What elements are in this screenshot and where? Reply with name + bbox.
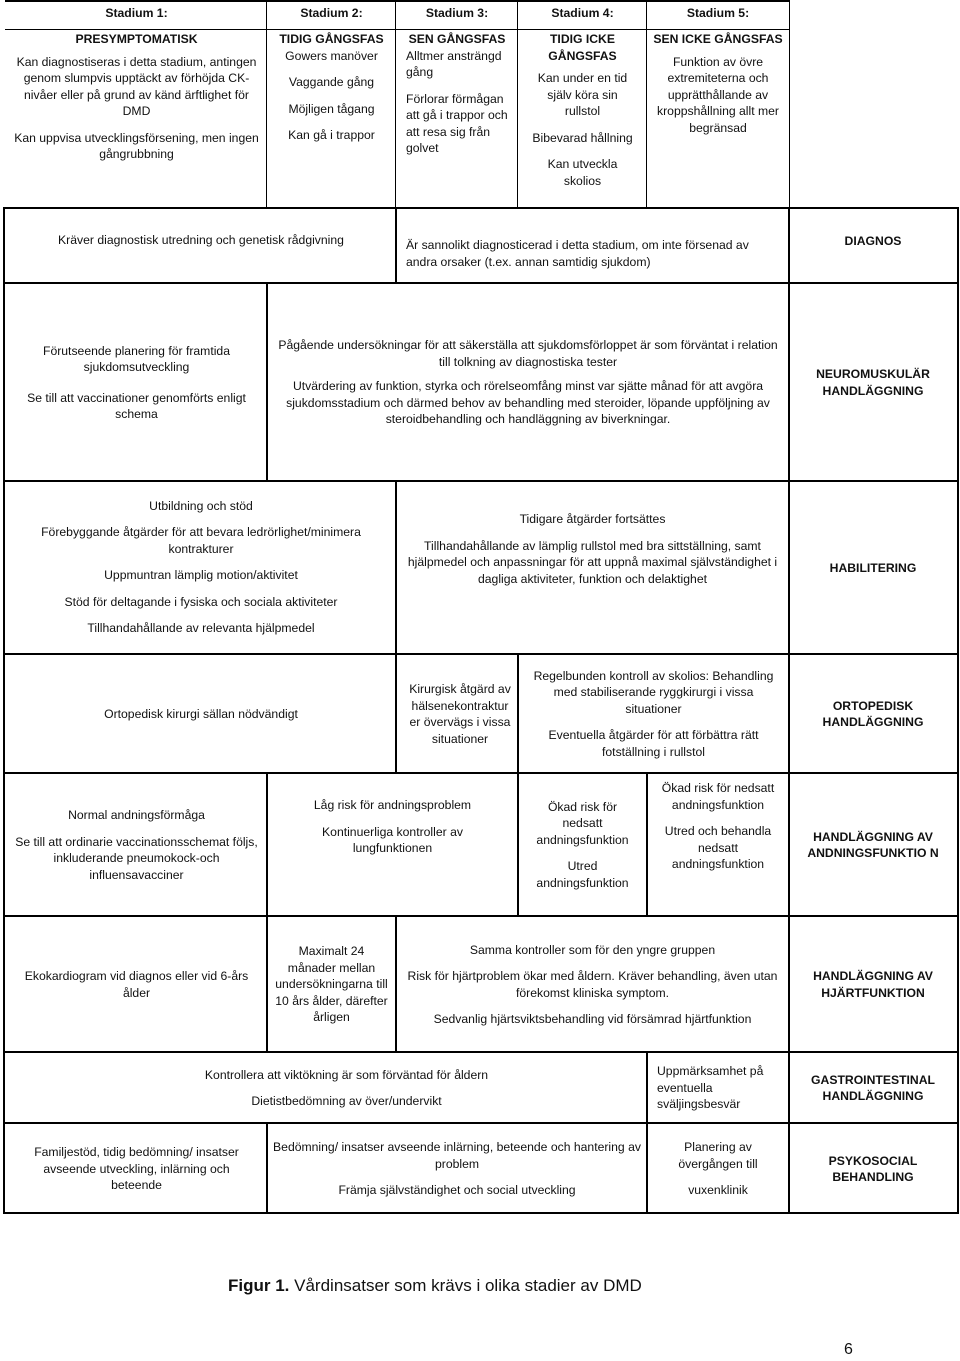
stage-5-header: Stadium 5: xyxy=(686,6,750,20)
andning-text-2: Se till att ordinarie vaccinationsschemat följs, inkluderande pneumokock-och influensavacciner xyxy=(15,834,258,882)
stage-1-description xyxy=(6,31,267,163)
grid-line xyxy=(266,0,267,208)
grid-line xyxy=(3,1212,959,1214)
stage-1-text-1: Kan diagnostiseras i detta stadium, antingen genom slumpvis upptäckt av förhöjda CK-nivåer eller på grund av känd ärftlighet för DMD xyxy=(16,54,257,118)
neuro-stage-1 xyxy=(6,285,267,480)
psyko-text-3: Främja självständighet och social utveckling xyxy=(338,1183,576,1198)
figure-caption-text: Vårdinsatser som krävs i olika stadier av DMD xyxy=(289,1276,642,1295)
andning-stage-4 xyxy=(518,775,647,915)
hjarta-text-2: Maximalt 24 månader mellan undersökningarna till 10 års ålder, därefter årligen xyxy=(275,944,388,1025)
hab-stage-3-5 xyxy=(396,511,789,621)
orto-stage-1-2 xyxy=(6,656,396,772)
stage-5-title: SEN ICKE GÅNGSFAS xyxy=(653,32,783,46)
andning-stage-5 xyxy=(647,780,789,910)
grid-line xyxy=(646,0,647,208)
diagnos-text-2: Är sannolikt diagnosticerad i detta stadium, om inte försenad av andra orsaker (t.ex. annan samtidig sjukdom) xyxy=(406,238,749,269)
grid-line xyxy=(646,1051,648,1124)
andning-text-6: Utred andningsfunktion xyxy=(536,859,629,890)
stage-5-text-1: Funktion av övre extremiteterna och upprätthållande av kroppshållning allt mer begränsad xyxy=(657,54,779,135)
gastro-text-3: Uppmärksamhet på eventuella sväljingsbesvär xyxy=(657,1064,764,1112)
figure-number: Figur 1. xyxy=(228,1276,290,1295)
diagnos-text-1: Kräver diagnostisk utredning och genetisk rådgivning xyxy=(58,233,344,247)
neuro-label: NEUROMUSKULÄR HANDLÄGGNING xyxy=(816,367,930,398)
grid-line xyxy=(395,653,397,774)
hjarta-text-1: Ekokardiogram vid diagnos eller vid 6-års ålder xyxy=(24,969,249,1000)
hab-text-4: Stöd för deltagande i fysiska och sociala aktiviteter xyxy=(64,594,338,609)
neuro-stage-2-5 xyxy=(267,285,789,480)
andning-label: HANDLÄGGNING AV ANDNINGSFUNKTIO N xyxy=(807,829,939,860)
stage-1-title: PRESYMPTOMATISK xyxy=(75,32,198,46)
grid-line xyxy=(395,915,397,1053)
andning-text-1: Normal andningsförmåga xyxy=(68,808,205,822)
grid-line xyxy=(3,207,959,209)
stage-3-title: SEN GÅNGSFAS xyxy=(408,32,506,46)
grid-line xyxy=(517,772,519,917)
page-number: 6 xyxy=(844,1341,853,1358)
stage-4-title: TIDIG ICKE GÅNGSFAS xyxy=(548,32,617,63)
gastro-text-1: Kontrollera att viktökning är som förväntad för åldern xyxy=(204,1067,489,1082)
hjarta-text-5: Sedvanlig hjärtsviktsbehandling vid försämrad hjärtfunktion xyxy=(433,1012,752,1026)
andning-stage-1 xyxy=(6,775,267,915)
gastro-label: GASTROINTESTINAL HANDLÄGGNING xyxy=(811,1072,935,1103)
grid-line xyxy=(266,1122,268,1214)
diagnos-stage-1-2 xyxy=(6,232,396,282)
grid-line xyxy=(266,282,268,482)
stage-5-description xyxy=(647,31,789,136)
stage-3-text-2: Förlorar förmågan att gå i trappor och att resa sig från golvet xyxy=(406,91,508,155)
hjarta-text-4: Risk för hjärtproblem ökar med åldern. Kräver behandling, även utan förekomst kliniska symptom. xyxy=(407,969,778,1000)
hab-text-7: Tillhandahållande av lämplig rullstol med bra sittställning, samt hjälpmedel och anpassningar för att uppnå maximal självständighet i dagliga aktiviteter, funktion och delaktighet xyxy=(407,538,778,586)
diagnos-label: DIAGNOS xyxy=(844,233,902,248)
stage-4-text-2: Bibevarad hållning xyxy=(532,130,633,145)
hab-text-1: Utbildning och stöd xyxy=(149,498,253,513)
hab-text-3: Uppmuntran lämplig motion/aktivitet xyxy=(104,568,298,582)
andning-text-5: Ökad risk för nedsatt andningsfunktion xyxy=(536,799,629,847)
grid-line xyxy=(957,207,959,1214)
grid-line xyxy=(395,0,396,208)
hjarta-label: HANDLÄGGNING AV HJÄRTFUNKTION xyxy=(813,969,933,1000)
hab-label: HABILITERING xyxy=(829,560,917,575)
hab-text-6: Tidigare åtgärder fortsättes xyxy=(519,512,666,526)
psyko-label: PSYKOSOCIAL BEHANDLING xyxy=(828,1153,918,1184)
orto-text-1: Ortopedisk kirurgi sällan nödvändigt xyxy=(104,706,298,721)
stage-4-description xyxy=(518,31,647,189)
psyko-stage-5 xyxy=(647,1125,789,1213)
psyko-text-4: Planering av övergången till xyxy=(678,1140,758,1171)
stage-2-text-2: Vaggande gång xyxy=(288,75,375,89)
stage-4-text-3: Kan utveckla skolios xyxy=(547,157,618,188)
neuro-text-3: Pågående undersökningar för att säkerställa att sjukdomsförloppet är som förväntat i relation till tolkning av diagnostiska tester xyxy=(278,338,778,369)
grid-line xyxy=(788,207,790,1214)
hjarta-stage-2 xyxy=(267,918,396,1051)
grid-line xyxy=(266,915,268,1053)
stage-2-text-3: Möjligen tågang xyxy=(288,101,375,116)
grid-line xyxy=(3,653,959,655)
neuro-text-4: Utvärdering av funktion, styrka och rörelseomfång minst var sjätte månad för att avgöra sjukdomsstadium och därmed behov av behandling med steroider, löpande uppföljning av steroidbehandling och handläggning av biverkningar. xyxy=(286,379,770,427)
psyko-stage-1 xyxy=(6,1125,267,1213)
gastro-text-2: Dietistbedömning av över/undervikt xyxy=(251,1094,442,1108)
orto-text-2: Kirurgisk åtgärd av hälsenekontraktur er övervägs i vissa situationer xyxy=(409,682,511,746)
grid-line xyxy=(3,480,959,482)
hjarta-stage-3-5 xyxy=(396,918,789,1051)
hab-text-2: Förebyggande åtgärder för att bevara ledrörlighet/minimera kontrakturer xyxy=(41,525,361,556)
stage-1-text-2: Kan uppvisa utvecklingsförsening, men ingen gångrubbning xyxy=(14,130,259,161)
grid-line xyxy=(3,1122,959,1124)
stage-3-description xyxy=(396,31,518,157)
figure-caption xyxy=(228,1276,642,1296)
orto-stage-4-5 xyxy=(518,656,789,772)
orto-label: ORTOPEDISK HANDLÄGGNING xyxy=(822,698,924,729)
gastro-stage-5 xyxy=(647,1054,789,1122)
andning-text-7: Ökad risk för nedsatt andningsfunktion xyxy=(661,781,775,812)
psyko-text-5: vuxenklinik xyxy=(688,1183,748,1198)
grid-line xyxy=(3,772,959,774)
grid-line xyxy=(789,0,790,208)
grid-line xyxy=(5,0,790,2)
orto-text-4: Eventuella åtgärder för att förbättra rätt fotställning i rullstol xyxy=(548,728,759,759)
orto-stage-3 xyxy=(396,656,518,772)
neuro-text-1: Förutseende planering för framtida sjukdomsutveckling xyxy=(43,343,230,374)
grid-line xyxy=(3,282,959,284)
andning-text-3: Låg risk för andningsproblem xyxy=(313,798,472,812)
grid-line xyxy=(266,772,268,917)
psyko-stage-2-4 xyxy=(267,1125,647,1213)
grid-line xyxy=(517,653,519,774)
neuro-text-2: Se till att vaccinationer genomförts enligt schema xyxy=(27,390,246,421)
orto-text-3: Regelbunden kontroll av skolios: Behandling med stabiliserande ryggkirurgi i vissa situationer xyxy=(533,668,774,716)
grid-line xyxy=(395,480,397,655)
grid-line xyxy=(646,1122,648,1214)
stage-4-text-1: Kan under en tid själv köra sin rullstol xyxy=(537,71,628,118)
hjarta-text-3: Samma kontroller som för den yngre gruppen xyxy=(469,942,716,957)
grid-line xyxy=(3,1051,959,1053)
grid-line xyxy=(5,29,790,30)
stage-4-header: Stadium 4: xyxy=(551,6,614,20)
stage-2-text-1: Gowers manöver xyxy=(285,48,378,63)
grid-line xyxy=(646,772,648,917)
gastro-stage-1-4 xyxy=(6,1054,647,1122)
grid-line xyxy=(395,207,397,283)
andning-text-4: Kontinuerliga kontroller av lungfunktionen xyxy=(322,824,463,855)
stage-2-title: TIDIG GÅNGSFAS xyxy=(279,32,384,46)
andning-text-8: Utred och behandla nedsatt andningsfunktion xyxy=(664,824,772,871)
andning-stage-2-3 xyxy=(267,797,518,897)
stage-2-text-4: Kan gå i trappor xyxy=(288,128,375,142)
psyko-text-1: Familjestöd, tidig bedömning/ insatser avseende utveckling, inlärning och beteende xyxy=(34,1145,239,1193)
stage-3-text-1: Alltmer ansträngd gång xyxy=(406,48,502,79)
stage-2-header: Stadium 2: xyxy=(300,6,363,20)
diagnos-stage-3-5 xyxy=(396,237,789,282)
grid-line xyxy=(517,0,518,208)
hab-stage-1-2 xyxy=(6,483,396,653)
grid-line xyxy=(3,915,959,917)
grid-line xyxy=(3,207,5,1214)
stage-1-header: Stadium 1: xyxy=(105,6,168,20)
psyko-text-2: Bedömning/ insatser avseende inlärning, beteende och hantering av problem xyxy=(273,1140,641,1171)
hab-text-5: Tillhandahållande av relevanta hjälpmedel xyxy=(87,621,315,635)
hjarta-stage-1 xyxy=(6,918,267,1051)
stage-2-description xyxy=(267,31,396,144)
stage-3-header: Stadium 3: xyxy=(425,6,489,20)
